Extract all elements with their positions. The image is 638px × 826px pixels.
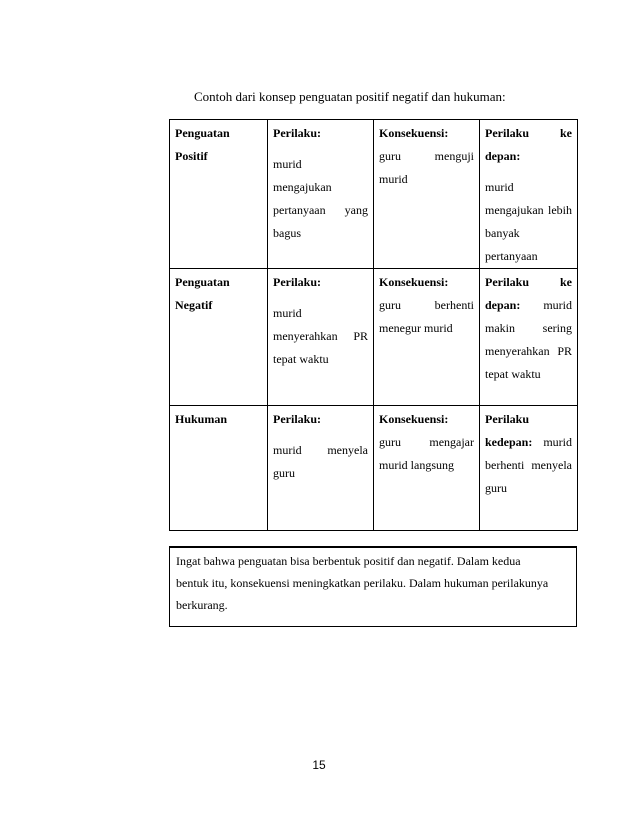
behavior-label: Perilaku: [273, 126, 321, 140]
behavior-line: murid menyela [273, 443, 368, 457]
consequence-line: menegur murid [379, 321, 453, 335]
future-label-inline: depan: [485, 298, 521, 312]
consequence-line: murid [379, 172, 408, 186]
future-label: Perilaku [485, 412, 529, 426]
future-line: murid [543, 435, 572, 449]
future-line: pertanyaan [485, 249, 538, 263]
table-row [170, 269, 578, 406]
consequence-cell [374, 120, 480, 269]
consequence-label: Konsekuensi: [379, 412, 449, 426]
type-cell [170, 120, 268, 269]
future-cell [480, 406, 578, 531]
type-line: Penguatan [175, 275, 230, 289]
note-line: bentuk itu, konsekuensi meningkatkan perilaku. Dalam hukuman perilakunya [176, 576, 549, 590]
future-cell [480, 120, 578, 269]
consequence-label: Konsekuensi: [379, 126, 449, 140]
consequence-label: Konsekuensi: [379, 275, 449, 289]
note-line: Ingat bahwa penguatan bisa berbentuk positif dan negatif. Dalam kedua [176, 554, 521, 568]
behavior-label: Perilaku: [273, 275, 321, 289]
future-line: murid [543, 298, 572, 312]
consequence-line: guru mengajar [379, 435, 474, 449]
behavior-line: murid [273, 157, 302, 171]
type-cell [170, 269, 268, 406]
note-box [169, 546, 577, 627]
behavior-cell [268, 120, 374, 269]
behavior-line: mengajukan [273, 180, 332, 194]
type-line: Hukuman [175, 412, 228, 426]
intro-text: Contoh dari konsep penguatan positif negatif dan hukuman: [194, 89, 506, 104]
behavior-line: guru [273, 466, 295, 480]
future-line: mengajukan lebih [485, 203, 572, 217]
reinforcement-table [169, 119, 578, 531]
consequence-line: murid langsung [379, 458, 454, 472]
future-line: murid [485, 180, 514, 194]
note-line: berkurang. [176, 598, 228, 612]
consequence-line: guru berhenti [379, 298, 474, 312]
table-row [170, 406, 578, 531]
future-label: Perilaku ke [485, 275, 572, 289]
future-line: tepat waktu [485, 367, 541, 381]
future-line: guru [485, 481, 507, 495]
behavior-line: menyerahkan PR [273, 329, 368, 343]
consequence-line: guru menguji [379, 149, 474, 163]
behavior-cell [268, 406, 374, 531]
future-label: Perilaku ke [485, 126, 572, 140]
type-cell [170, 406, 268, 531]
future-label: kedepan: [485, 435, 533, 449]
behavior-line: pertanyaan yang [273, 203, 368, 217]
future-label: depan: [485, 149, 521, 163]
consequence-cell [374, 406, 480, 531]
consequence-cell [374, 269, 480, 406]
future-cell [480, 269, 578, 406]
future-line: menyerahkan PR [485, 344, 572, 358]
type-line: Negatif [175, 298, 213, 312]
behavior-cell [268, 269, 374, 406]
future-line: banyak [485, 226, 520, 240]
behavior-line: murid [273, 306, 302, 320]
future-line [485, 431, 572, 454]
behavior-label: Perilaku: [273, 412, 321, 426]
future-line: makin sering [485, 321, 572, 335]
type-line: Penguatan [175, 126, 230, 140]
future-line [485, 294, 572, 317]
behavior-line: bagus [273, 226, 301, 240]
page-number: 15 [312, 758, 326, 772]
future-line: berhenti menyela [485, 458, 572, 472]
table-row [170, 120, 578, 269]
behavior-line: tepat waktu [273, 352, 329, 366]
type-line: Positif [175, 149, 208, 163]
